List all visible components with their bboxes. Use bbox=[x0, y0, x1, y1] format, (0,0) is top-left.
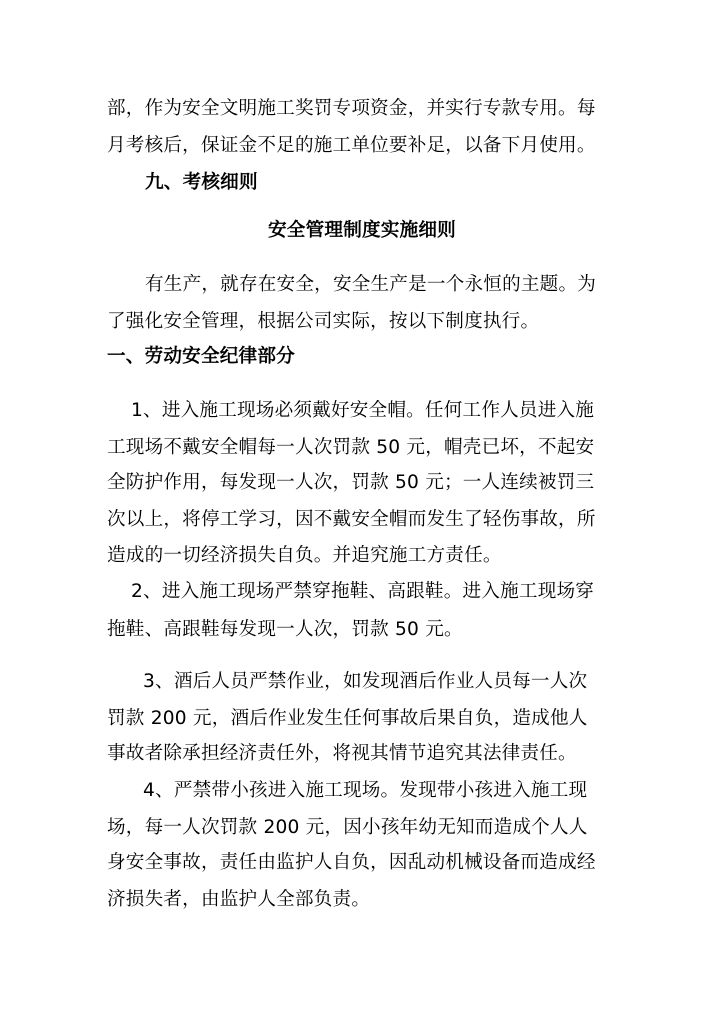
rule-4-line-2: 场，每一人次罚款 200 元，因小孩年幼无知而造成个人人 bbox=[107, 817, 588, 838]
rule-1-line-2: 工现场不戴安全帽每一人次罚款 50 元，帽壳已坏，不起安 bbox=[107, 437, 595, 458]
intro-line-2: 月考核后，保证金不足的施工单位要补足，以备下月使用。 bbox=[107, 135, 596, 156]
rule-1-line-5: 造成的一切经济损失自负。并追究施工方责任。 bbox=[107, 545, 502, 566]
rule-4-line-1: 4、严禁带小孩进入施工现场。发现带小孩进入施工现 bbox=[143, 780, 588, 801]
rule-1-line-4: 次以上，将停工学习，因不戴安全帽而发生了轻伤事故，所 bbox=[107, 509, 596, 530]
rule-4-line-3: 身安全事故，责任由监护人自负，因乱动机械设备而造成经 bbox=[107, 852, 596, 873]
rule-1-line-1: 1、进入施工现场必须戴好安全帽。任何工作人员进入施 bbox=[131, 400, 595, 421]
rule-3-line-3: 事故者除承担经济责任外，将视其情节追究其法律责任。 bbox=[107, 743, 577, 764]
rule-4-line-4: 济损失者，由监护人全部负责。 bbox=[107, 889, 371, 910]
rule-3-line-2: 罚款 200 元，酒后作业发生任何事故后果自负，造成他人 bbox=[107, 708, 588, 729]
rule-3-line-1: 3、酒后人员严禁作业，如发现酒后作业人员每一人次 bbox=[143, 671, 588, 692]
preamble-line-1: 有生产，就存在安全，安全生产是一个永恒的主题。为 bbox=[145, 274, 597, 295]
preamble-line-2: 了强化安全管理，根据公司实际，按以下制度执行。 bbox=[107, 311, 540, 332]
rule-2-line-1: 2、进入施工现场严禁穿拖鞋、高跟鞋。进入施工现场穿 bbox=[131, 581, 595, 602]
intro-line-1: 部，作为安全文明施工奖罚专项资金，并实行专款专用。每 bbox=[107, 98, 596, 119]
rule-2-line-2: 拖鞋、高跟鞋每发现一人次，罚款 50 元。 bbox=[107, 619, 463, 640]
part-one-heading: 一、劳动安全纪律部分 bbox=[107, 346, 295, 367]
section-nine-heading: 九、考核细则 bbox=[145, 172, 258, 193]
rule-1-line-3: 全防护作用，每发现一人次，罚款 50 元；一人连续被罚三 bbox=[107, 472, 595, 493]
document-title: 安全管理制度实施细则 bbox=[268, 220, 456, 241]
